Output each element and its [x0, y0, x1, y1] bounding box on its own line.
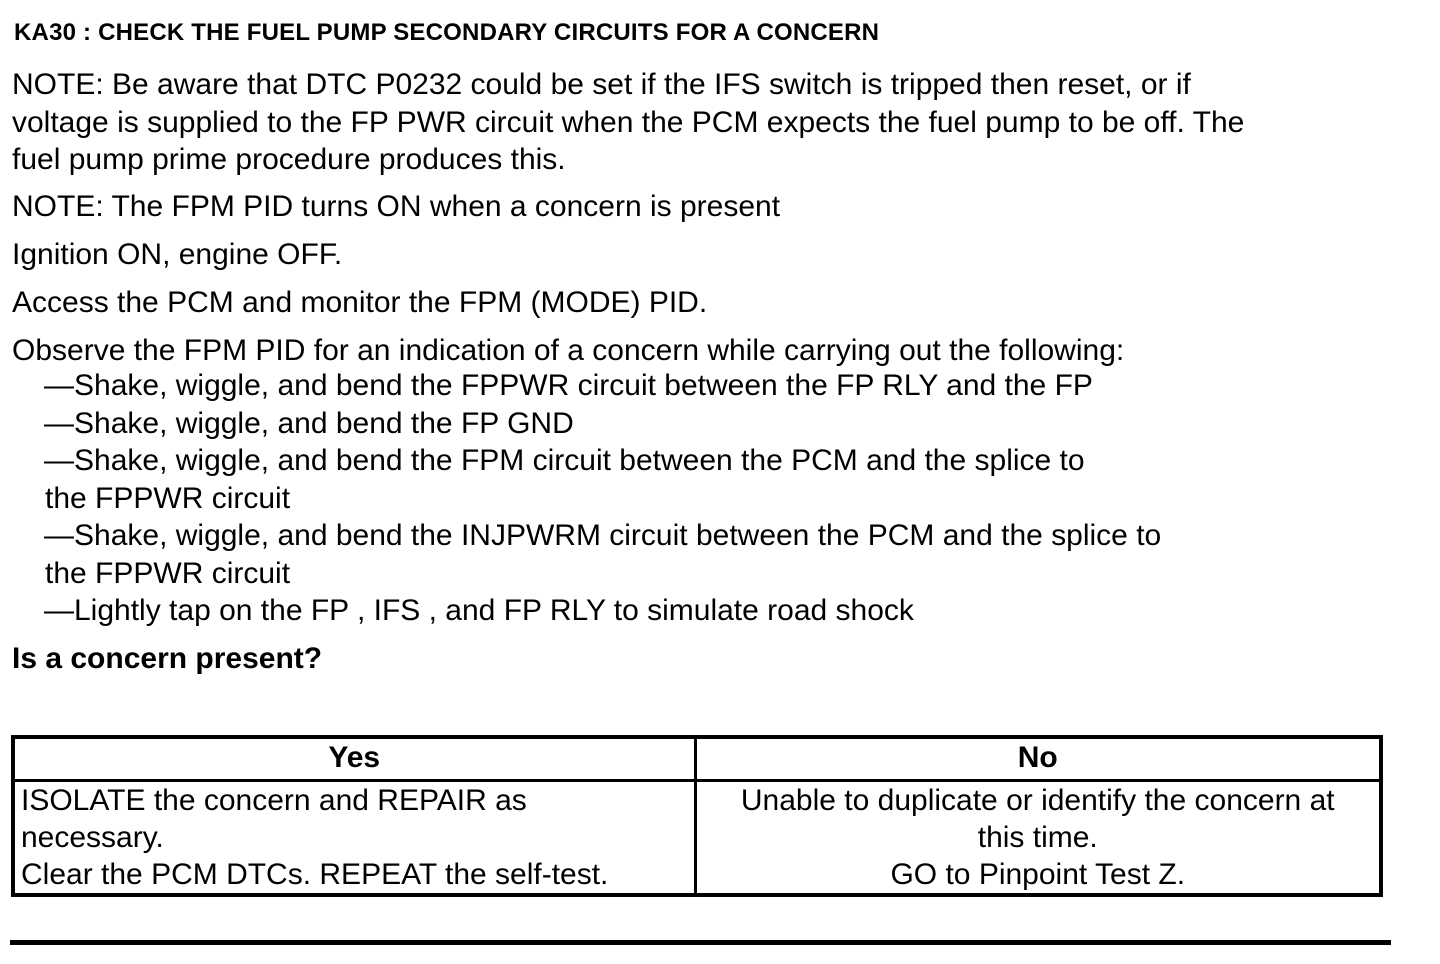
yes-line: ISOLATE the concern and REPAIR as [21, 784, 527, 817]
note-fpm-pid: NOTE: The FPM PID turns ON when a concern is present [12, 190, 781, 223]
list-item-continuation: the FPPWR circuit [45, 556, 291, 590]
list-item: —Shake, wiggle, and bend the INJPWRM circuit between the PCM and the splice to [44, 519, 1162, 552]
yes-cell [13, 781, 695, 896]
page-title: KA30 : CHECK THE FUEL PUMP SECONDARY CIRCUITS FOR A CONCERN [14, 19, 880, 46]
no-line: Unable to duplicate or identify the concern at [740, 784, 1335, 817]
step-list [44, 367, 1161, 630]
note-line: fuel pump prime procedure produces this. [12, 143, 566, 176]
note-line: NOTE: Be aware that DTC P0232 could be set if the IFS switch is tripped then reset, or if [12, 68, 1191, 101]
list-item: —Lightly tap on the FP , IFS , and FP RLY to simulate road shock [44, 594, 914, 627]
yes-header: Yes [13, 737, 695, 781]
instruction-observe: Observe the FPM PID for an indication of a concern while carrying out the following: [12, 334, 1125, 367]
list-item: —Shake, wiggle, and bend the FPM circuit between the PCM and the splice to [44, 444, 1085, 477]
list-item-continuation: the FPPWR circuit [45, 481, 291, 515]
instruction-access: Access the PCM and monitor the FPM (MODE) PID. [12, 286, 708, 319]
no-line: this time. [977, 821, 1098, 854]
list-item: —Shake, wiggle, and bend the FP GND [44, 406, 574, 440]
bottom-divider [10, 940, 1391, 945]
yes-line: Clear the PCM DTCs. REPEAT the self-test. [21, 858, 609, 891]
no-header: No [695, 737, 1381, 781]
decision-table [11, 735, 1383, 897]
note-line: voltage is supplied to the FP PWR circuit when the PCM expects the fuel pump to be off. The [12, 105, 1245, 139]
table-row [13, 781, 1381, 896]
no-line: GO to Pinpoint Test Z. [890, 858, 1186, 891]
note-ifs-switch [12, 66, 1244, 179]
no-cell [695, 781, 1381, 896]
instruction-ignition: Ignition ON, engine OFF. [12, 238, 343, 271]
yes-line: necessary. [21, 821, 164, 854]
list-item: —Shake, wiggle, and bend the FPPWR circuit between the FP RLY and the FP [44, 369, 1093, 402]
table-header-row [13, 737, 1381, 781]
concern-question: Is a concern present? [12, 642, 323, 675]
